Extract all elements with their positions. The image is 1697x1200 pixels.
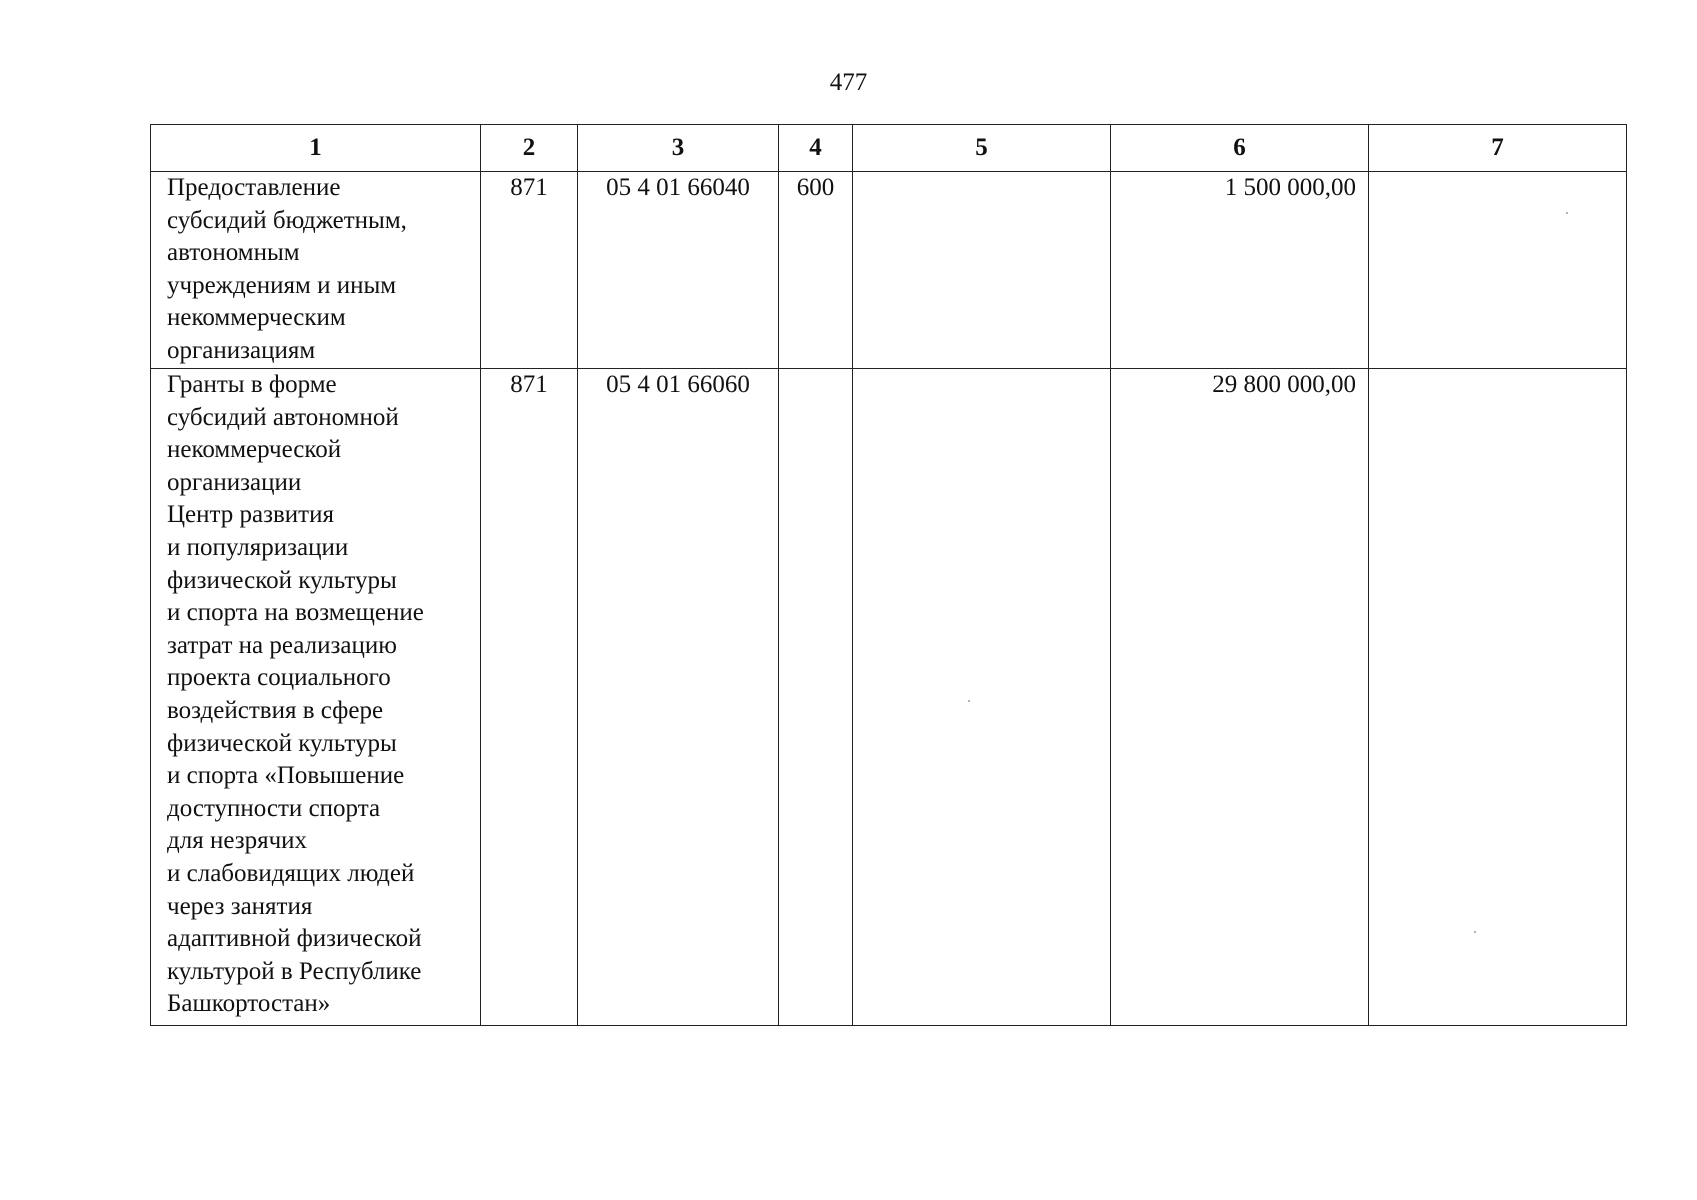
name-line: культурой в Республике	[167, 957, 422, 985]
table-row	[151, 369, 1627, 1026]
name-line: Башкортостан»	[167, 990, 331, 1018]
name-line: Центр развития	[167, 501, 334, 529]
header-col-1: 1	[151, 125, 481, 172]
row-col-2-cell: 871	[481, 369, 578, 1026]
header-col-5: 5	[853, 125, 1111, 172]
name-line: и слабовидящих людей	[167, 859, 415, 887]
scan-speck	[1474, 931, 1476, 933]
name-line: затрат на реализацию	[167, 631, 397, 659]
row-col-5-cell	[853, 172, 1111, 369]
header-row	[151, 125, 1627, 172]
name-line: доступности спорта	[167, 794, 381, 822]
row-col-4-cell: 600	[779, 172, 853, 369]
row-col-4-cell	[779, 369, 853, 1026]
scan-speck	[1566, 212, 1568, 214]
row-col-6-cell: 29 800 000,00	[1111, 369, 1369, 1026]
row-col-6-cell: 1 500 000,00	[1111, 172, 1369, 369]
name-line: физической культуры	[167, 566, 397, 594]
scan-speck	[968, 700, 970, 702]
table-header	[151, 125, 1627, 172]
name-line: субсидий бюджетным,	[167, 206, 407, 234]
name-line: и спорта на возмещение	[167, 599, 424, 627]
header-col-7: 7	[1369, 125, 1627, 172]
row-col-2-cell: 871	[481, 172, 578, 369]
name-line: воздействия в сфере	[167, 696, 384, 724]
header-col-2: 2	[481, 125, 578, 172]
row-col-3-cell: 05 4 01 66040	[578, 172, 779, 369]
table-body	[151, 172, 1627, 1026]
name-line: субсидий автономной	[167, 403, 399, 431]
row-col-7-cell	[1369, 369, 1627, 1026]
row-col-3-cell: 05 4 01 66060	[578, 369, 779, 1026]
name-line: организациям	[167, 336, 316, 364]
name-line: и популяризации	[167, 533, 349, 561]
header-col-6: 6	[1111, 125, 1369, 172]
header-col-3: 3	[578, 125, 779, 172]
name-line: физической культуры	[167, 729, 397, 757]
name-line: проекта социального	[167, 664, 391, 692]
row-col-7-cell	[1369, 172, 1627, 369]
name-line: некоммерческим	[167, 304, 346, 332]
name-line: учреждениям и иным	[167, 271, 397, 299]
name-line: адаптивной физической	[167, 925, 422, 953]
table-row	[151, 172, 1627, 369]
row-name-cell	[151, 172, 481, 369]
page-number: 477	[829, 69, 868, 96]
name-line: для незрячих	[167, 827, 308, 855]
budget-table	[150, 124, 1627, 1026]
name-line: и спорта «Повышение	[167, 762, 405, 790]
name-line: организации	[167, 468, 302, 496]
name-line: Гранты в форме	[167, 371, 337, 398]
name-line: некоммерческой	[167, 436, 342, 464]
header-col-4: 4	[779, 125, 853, 172]
name-line: через занятия	[167, 892, 313, 920]
name-line: автономным	[167, 239, 300, 267]
name-line: Предоставление	[167, 174, 341, 201]
row-name-cell	[151, 369, 481, 1026]
row-col-5-cell	[853, 369, 1111, 1026]
